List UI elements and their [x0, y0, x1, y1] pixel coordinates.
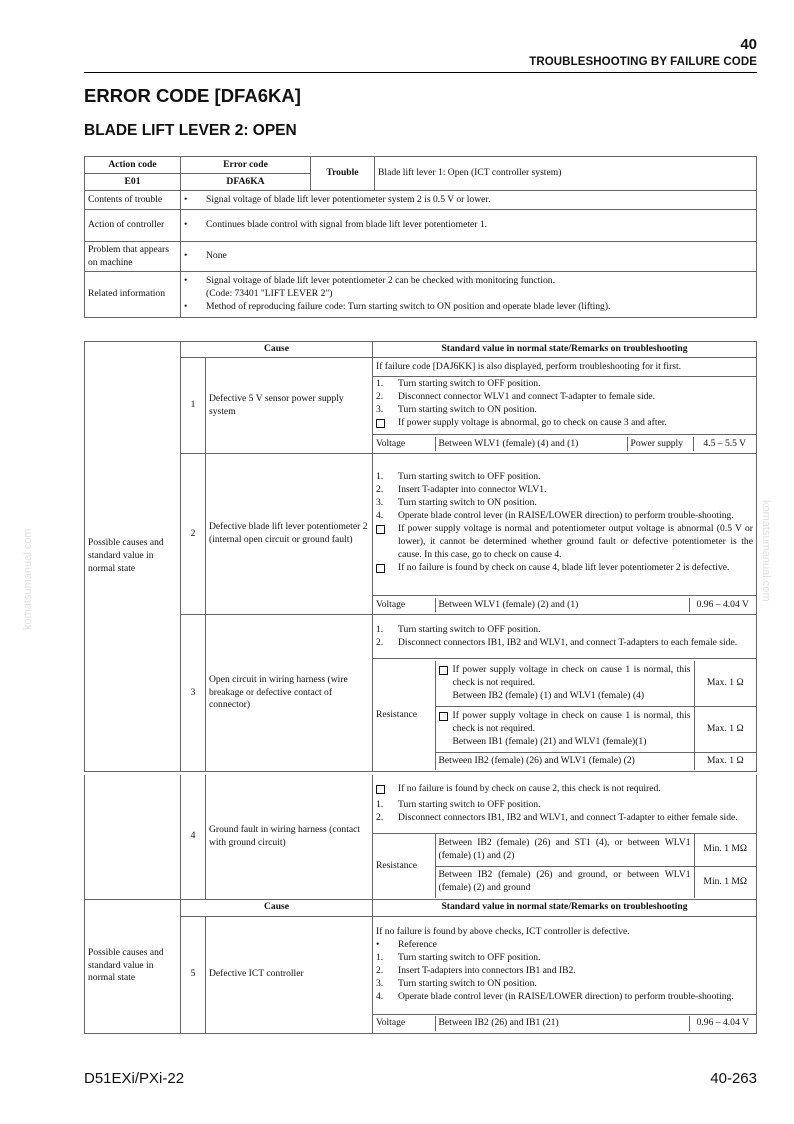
- action-code-header: Action code: [85, 157, 181, 174]
- row-item: Signal voltage of blade lift lever potentiometer system 2 is 0.5 V or lower.: [206, 193, 491, 205]
- watermark-left: komatsumanual.com: [22, 528, 34, 630]
- voltage-label: Voltage: [373, 437, 435, 452]
- action-code-value: E01: [85, 174, 181, 191]
- measure-between: Between IB1 (female) (21) and WLV1 (female)(1): [452, 735, 647, 747]
- row-label: Problem that appears on machine: [85, 242, 181, 272]
- measure-value: Max. 1 Ω: [694, 707, 756, 753]
- measure-value: Min. 1 MΩ: [703, 875, 748, 887]
- side-label: Possible causes and standard value in normal state: [85, 342, 181, 772]
- error-code-value: DFA6KA: [181, 174, 311, 191]
- step: If power supply voltage is normal and potentiometer output voltage is abnormal (0.5 V or lower), it cannot be determined whether ground fault or defective potentiometer is the cause. In this case, go to check on cause 4.: [398, 523, 753, 560]
- checkbox-icon: [439, 666, 448, 675]
- header-rule: [84, 72, 757, 73]
- row-label: Contents of trouble: [85, 191, 181, 210]
- row-item: Continues blade control with signal from blade lift lever potentiometer 1.: [206, 219, 488, 231]
- cause-header: Cause: [181, 342, 373, 358]
- section-title: TROUBLESHOOTING BY FAILURE CODE: [529, 56, 757, 68]
- cause-number: 2: [181, 454, 206, 615]
- step: Turn starting switch to OFF position.: [398, 798, 541, 810]
- cause-name: Defective ICT controller: [206, 916, 373, 1033]
- cause-note: If failure code [DAJ6KK] is also displayed, perform troubleshooting for it first.: [373, 358, 757, 377]
- step: Disconnect connectors IB1, IB2 and WLV1, and connect T-adapters to each female side.: [398, 636, 738, 648]
- summary-table: Action code Error code Trouble Blade lift lever 1: Open (ICT controller system) E01 DFA6KA Contents of trouble • Signal voltage of blade lift lever potentiometer system 2 is 0.5 V or lower. Action of controller • Continues blade control with signal from blade lift lever potentiometer 1. Problem that appears on machine • None Related information • Signal voltage of blade lift lever potentiometer 2 can be checked with monitoring function. (Code: 73401 "LIFT LEVER 2") • Method of reproducing failure code: Turn starting switch to ON position and operate blade lever (lifting).: [84, 156, 757, 318]
- cause-header: Cause: [181, 899, 373, 916]
- checkbox-icon: [376, 564, 385, 573]
- step: Turn starting switch to ON position.: [398, 497, 537, 509]
- checkbox-icon: [376, 785, 385, 794]
- step: Turn starting switch to OFF position.: [398, 378, 541, 390]
- step: Turn starting switch to OFF position.: [398, 471, 541, 483]
- step: Turn starting switch to ON position.: [398, 404, 537, 415]
- cause-number: 1: [181, 358, 206, 454]
- measure-value: 0.96 – 4.04 V: [696, 598, 749, 610]
- cause-name: Ground fault in wiring harness (contact with ground circuit): [206, 775, 373, 899]
- voltage-label: Voltage: [373, 1016, 435, 1031]
- cause-name: Defective blade lift lever potentiometer 2 (internal open circuit or ground fault): [206, 454, 373, 615]
- resistance-label: Resistance: [373, 661, 435, 770]
- cause-name: Open circuit in wiring harness (wire breakage or defective contact of connector): [206, 615, 373, 772]
- row-item: None: [206, 250, 227, 262]
- measure-between: Between WLV1 (female) (2) and (1): [435, 598, 689, 613]
- page-number: 40: [740, 36, 757, 53]
- check-note: If power supply voltage in check on cause 1 is normal, this check is not required.: [452, 663, 691, 688]
- measure-between: Between IB2 (female) (26) and ST1 (4), or between WLV1 (female) (1) and (2): [435, 834, 694, 866]
- std-header: Standard value in normal state/Remarks on troubleshooting: [373, 342, 757, 358]
- row-item: Method of reproducing failure code: Turn starting switch to ON position and operate blade lever (lifting).: [206, 300, 611, 312]
- step: If no failure is found by check on cause 2, this check is not required.: [398, 782, 661, 794]
- measure-between: Between IB2 (female) (1) and WLV1 (female) (4): [452, 689, 645, 701]
- step: Turn starting switch to ON position.: [398, 977, 537, 989]
- side-label: Possible causes and standard value in normal state: [85, 899, 181, 1033]
- cause-number: 5: [181, 916, 206, 1033]
- row-item: (Code: 73401 "LIFT LEVER 2"): [206, 288, 333, 300]
- error-code-header: Error code: [181, 157, 311, 174]
- measure-between: Between WLV1 (female) (4) and (1): [435, 437, 627, 452]
- footer-model: D51EXi/PXi-22: [84, 1070, 185, 1087]
- step: If power supply voltage is abnormal, go to check on cause 3 and after.: [398, 416, 667, 428]
- measure-between: Between IB2 (female) (26) and ground, or between WLV1 (female) (2) and ground: [435, 866, 694, 898]
- trouble-value: Blade lift lever 1: Open (ICT controller system): [375, 157, 757, 191]
- measure-between: Between IB2 (female) (26) and WLV1 (female) (2): [435, 753, 694, 770]
- std-header: Standard value in normal state/Remarks on troubleshooting: [373, 899, 757, 916]
- checkbox-icon: [376, 525, 385, 534]
- measure-value: Max. 1 Ω: [706, 754, 744, 766]
- step: Disconnect connector WLV1 and connect T-adapter to female side.: [398, 391, 656, 403]
- step: Insert T-adapters into connectors IB1 and IB2.: [398, 965, 576, 976]
- step: Disconnect connectors IB1, IB2 and WLV1, and connect T-adapter to either female side.: [398, 811, 738, 823]
- step: Reference: [398, 939, 437, 951]
- voltage-label: Voltage: [373, 598, 435, 613]
- check-note: If power supply voltage in check on cause 1 is normal, this check is not required.: [452, 710, 691, 735]
- cause-number: 4: [181, 775, 206, 899]
- checkbox-icon: [439, 712, 448, 721]
- cause-name: Defective 5 V sensor power supply system: [206, 358, 373, 454]
- step: Turn starting switch to OFF position.: [398, 623, 541, 635]
- measure-value: Max. 1 Ω: [694, 661, 756, 707]
- step: Turn starting switch to OFF position.: [398, 952, 541, 964]
- step: Operate blade control lever (in RAISE/LOWER direction) to perform trouble-shooting.: [398, 990, 734, 1002]
- row-label: Related information: [85, 272, 181, 318]
- measure-value: Min. 1 MΩ: [694, 834, 756, 866]
- cause-note: If no failure is found by above checks, ICT controller is defective.: [376, 926, 630, 938]
- measure-between: Between IB2 (26) and IB1 (21): [435, 1016, 689, 1031]
- trouble-header: Trouble: [311, 157, 375, 191]
- row-label: Action of controller: [85, 210, 181, 242]
- row-item: Signal voltage of blade lift lever potentiometer 2 can be checked with monitoring function.: [206, 275, 556, 287]
- causes-table-2: 4 Ground fault in wiring harness (contact with ground circuit) If no failure is found by check on cause 2, this check is not required. 1. Turn starting switch to OFF position. 2. Disconnect connectors IB1, IB2 and WLV1, and connect T-adapter to either female side. Resistance Between IB2 (female) (26) and ST1 (4), or between WLV1 (female) (1) and (2) Min. 1 MΩ Between IB2 (female) (26) and ground, or between WLV1 (female) (2) and ground Min. 1 MΩ Possible causes and standard value in normal state Cause Standard value in normal state/Remarks on troubleshooting 5 Defective ICT controller If no failure is found by above checks, ICT controller is defective. • Reference 1. Turn starting switch to OFF position. 2. Insert T-adapters into connectors IB1 and IB2. 3. Turn starting switch to ON position. 4. Operate blade control lever (in RAISE/LOWER direction) to perform trouble-shooting. Voltage Between IB2 (26) and IB1 (21) 0.96 – 4.04 V: [84, 775, 757, 1034]
- resistance-label: Resistance: [373, 834, 435, 898]
- cause-number: 3: [181, 615, 206, 772]
- watermark-right: komatsumanual.com: [760, 500, 772, 602]
- measure-item: Power supply: [627, 437, 693, 452]
- step: If no failure is found by check on cause 4, blade lift lever potentiometer 2 is defective.: [398, 561, 730, 573]
- measure-value: 0.96 – 4.04 V: [696, 1017, 749, 1029]
- checkbox-icon: [376, 419, 385, 428]
- step: Operate blade control lever (in RAISE/LOWER direction) to perform trouble-shooting.: [398, 510, 734, 522]
- causes-table: Possible causes and standard value in normal state Cause Standard value in normal state/Remarks on troubleshooting 1 Defective 5 V sensor power supply system If failure code [DAJ6KK] is also displayed, perform troubleshooting for it first. 1. Turn starting switch to OFF position. 2. Disconnect connector WLV1 and connect T-adapter to female side. 3. Turn starting switch to ON position. If power supply voltage is abnormal, go to check on cause 3 and after. Voltage Between WLV1 (female) (4) and (1) Power supply 4.5 – 5.5 V 2 Defective blade lift lever potentiometer 2 (internal open circuit or ground fault) 1. Turn starting switch to OFF position. 2. Insert T-adapter into connector WLV1. 3. Turn starting switch to ON position. 4. Operate blade control lever (in RAISE/LOWER direction) to perform trouble-shooting. If power supply voltage is normal and potentiometer output voltage is abnormal (0.5 V or lower), it cannot be determined whether ground fault or defective potentiometer is the cause. In this case, go to check on cause 4. If no failure is found by check on cause 4, blade lift lever potentiometer 2 is defective. Voltage Between WLV1 (female) (2) and (1) 0.96 – 4.04 V 3 Open circuit in wiring harness (wire breakage or defective contact of connector) 1. Turn starting switch to OFF position. 2. Disconnect connectors IB1, IB2 and WLV1, and connect T-adapters to each female side. Resistance If power supply voltage in check on cause 1 is normal, this check is not required. Between IB2 (female) (1) and WLV1 (female) (4) Max. 1 Ω If power supply voltage in check on cause 1 is normal, this check is not required. Between IB1 (female) (21) and WLV1 (female)(1) Max. 1 Ω Between IB2 (female) (26) and WLV1 (female) (2) Max. 1 Ω: [84, 341, 757, 772]
- measure-value: 4.5 – 5.5 V: [703, 437, 747, 449]
- step: Insert T-adapter into connector WLV1.: [398, 484, 547, 496]
- footer-page: 40-263: [710, 1070, 757, 1087]
- page-title: ERROR CODE [DFA6KA]: [84, 85, 301, 106]
- page-subtitle: BLADE LIFT LEVER 2: OPEN: [84, 122, 297, 139]
